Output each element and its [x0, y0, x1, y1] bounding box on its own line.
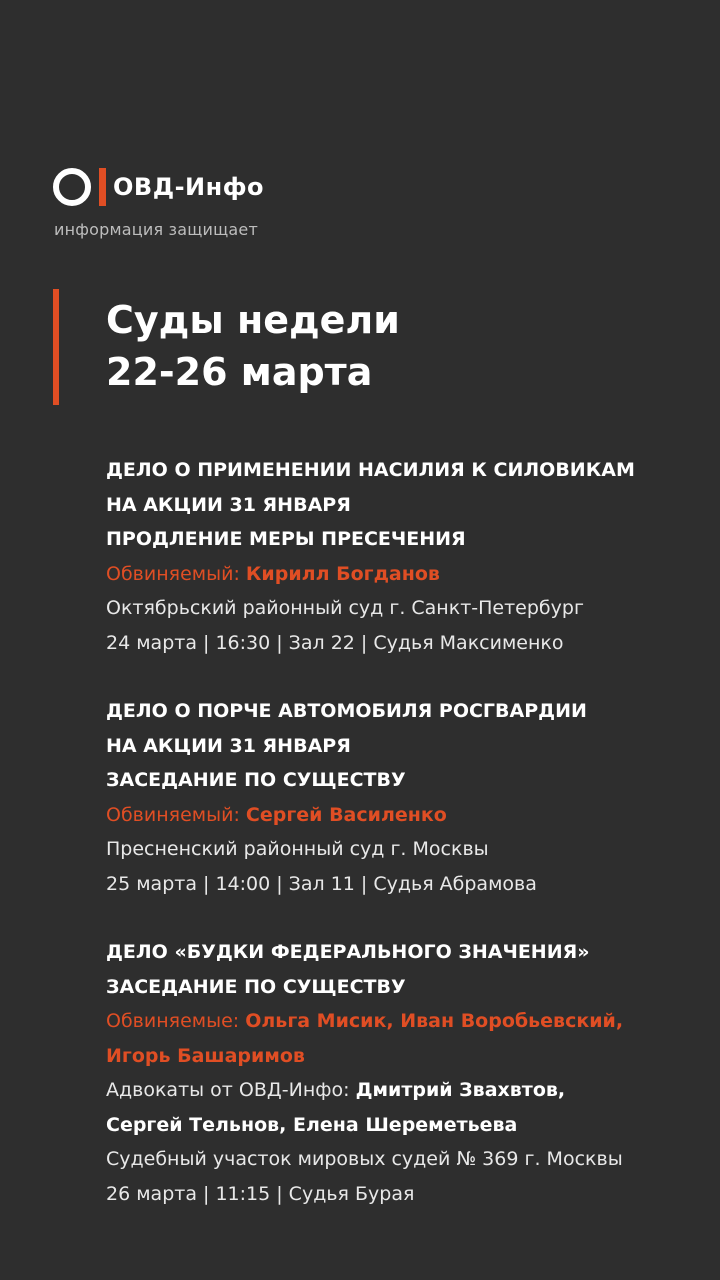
- case-heading: НА АКЦИИ 31 ЯНВАРЯ: [106, 734, 351, 757]
- accused-label: Обвиняемые:: [106, 1010, 240, 1032]
- case-stage: ЗАСЕДАНИЕ ПО СУЩЕСТВУ: [106, 769, 406, 791]
- case-schedule: 25 марта | 14:00 | Зал 11 | Судья Абрамова: [106, 872, 537, 895]
- lawyers-label: Адвокаты от ОВД-Инфо:: [106, 1079, 350, 1101]
- logo-bar-icon: [99, 168, 106, 206]
- lawyers-names: Дмитрий Звахвтов,: [355, 1079, 566, 1101]
- accused-names: Кирилл Богданов: [245, 562, 440, 585]
- case-accused-cont: [106, 1039, 706, 1074]
- tagline: информация защищает: [54, 220, 258, 239]
- case-court: Судебный участок мировых судей № 369 г. Москвы: [106, 1148, 623, 1170]
- accused-label: Обвиняемый:: [106, 562, 240, 585]
- ovd-info-logo: [53, 166, 264, 208]
- title-accent-line: [53, 289, 59, 405]
- case-schedule: 24 марта | 16:30 | Зал 22 | Судья Максименко: [106, 631, 564, 654]
- case-accused: [106, 557, 706, 592]
- case-heading: ДЕЛО О ПОРЧЕ АВТОМОБИЛЯ РОСГВАРДИИ: [106, 700, 587, 722]
- case-lawyers: [106, 1073, 706, 1108]
- case-heading: ДЕЛО «БУДКИ ФЕДЕРАЛЬНОГО ЗНАЧЕНИЯ»: [106, 941, 590, 963]
- case-stage: ПРОДЛЕНИЕ МЕРЫ ПРЕСЕЧЕНИЯ: [106, 528, 466, 550]
- case-heading: НА АКЦИИ 31 ЯНВАРЯ: [106, 493, 351, 516]
- accused-names-cont: Игорь Башаримов: [106, 1044, 305, 1067]
- case-court: Октябрьский районный суд г. Санкт-Петербург: [106, 597, 584, 619]
- accused-names: Ольга Мисик, Иван Воробьевский,: [245, 1010, 624, 1032]
- title-line-2: 22-26 марта: [106, 350, 373, 394]
- case-lawyers-cont: [106, 1108, 706, 1143]
- accused-label: Обвиняемый:: [106, 803, 240, 826]
- case-accused: [106, 798, 706, 833]
- case-item: [106, 694, 706, 901]
- logo-text: ОВД-Инфо: [113, 173, 264, 201]
- case-accused: [106, 1004, 706, 1039]
- case-item: [106, 453, 706, 660]
- accused-names: Сергей Василенко: [245, 803, 447, 826]
- page-title: [106, 294, 400, 398]
- case-item: [106, 935, 706, 1211]
- title-line-1: Суды недели: [106, 298, 400, 342]
- case-stage: ЗАСЕДАНИЕ ПО СУЩЕСТВУ: [106, 975, 406, 998]
- case-heading: ДЕЛО О ПРИМЕНЕНИИ НАСИЛИЯ К СИЛОВИКАМ: [106, 459, 635, 481]
- case-court: Пресненский районный суд г. Москвы: [106, 838, 489, 860]
- lawyers-names-cont: Сергей Тельнов, Елена Шереметьева: [106, 1113, 518, 1136]
- logo-circle-icon: [53, 168, 91, 206]
- case-list: [106, 453, 706, 1245]
- case-schedule: 26 марта | 11:15 | Судья Бурая: [106, 1182, 415, 1205]
